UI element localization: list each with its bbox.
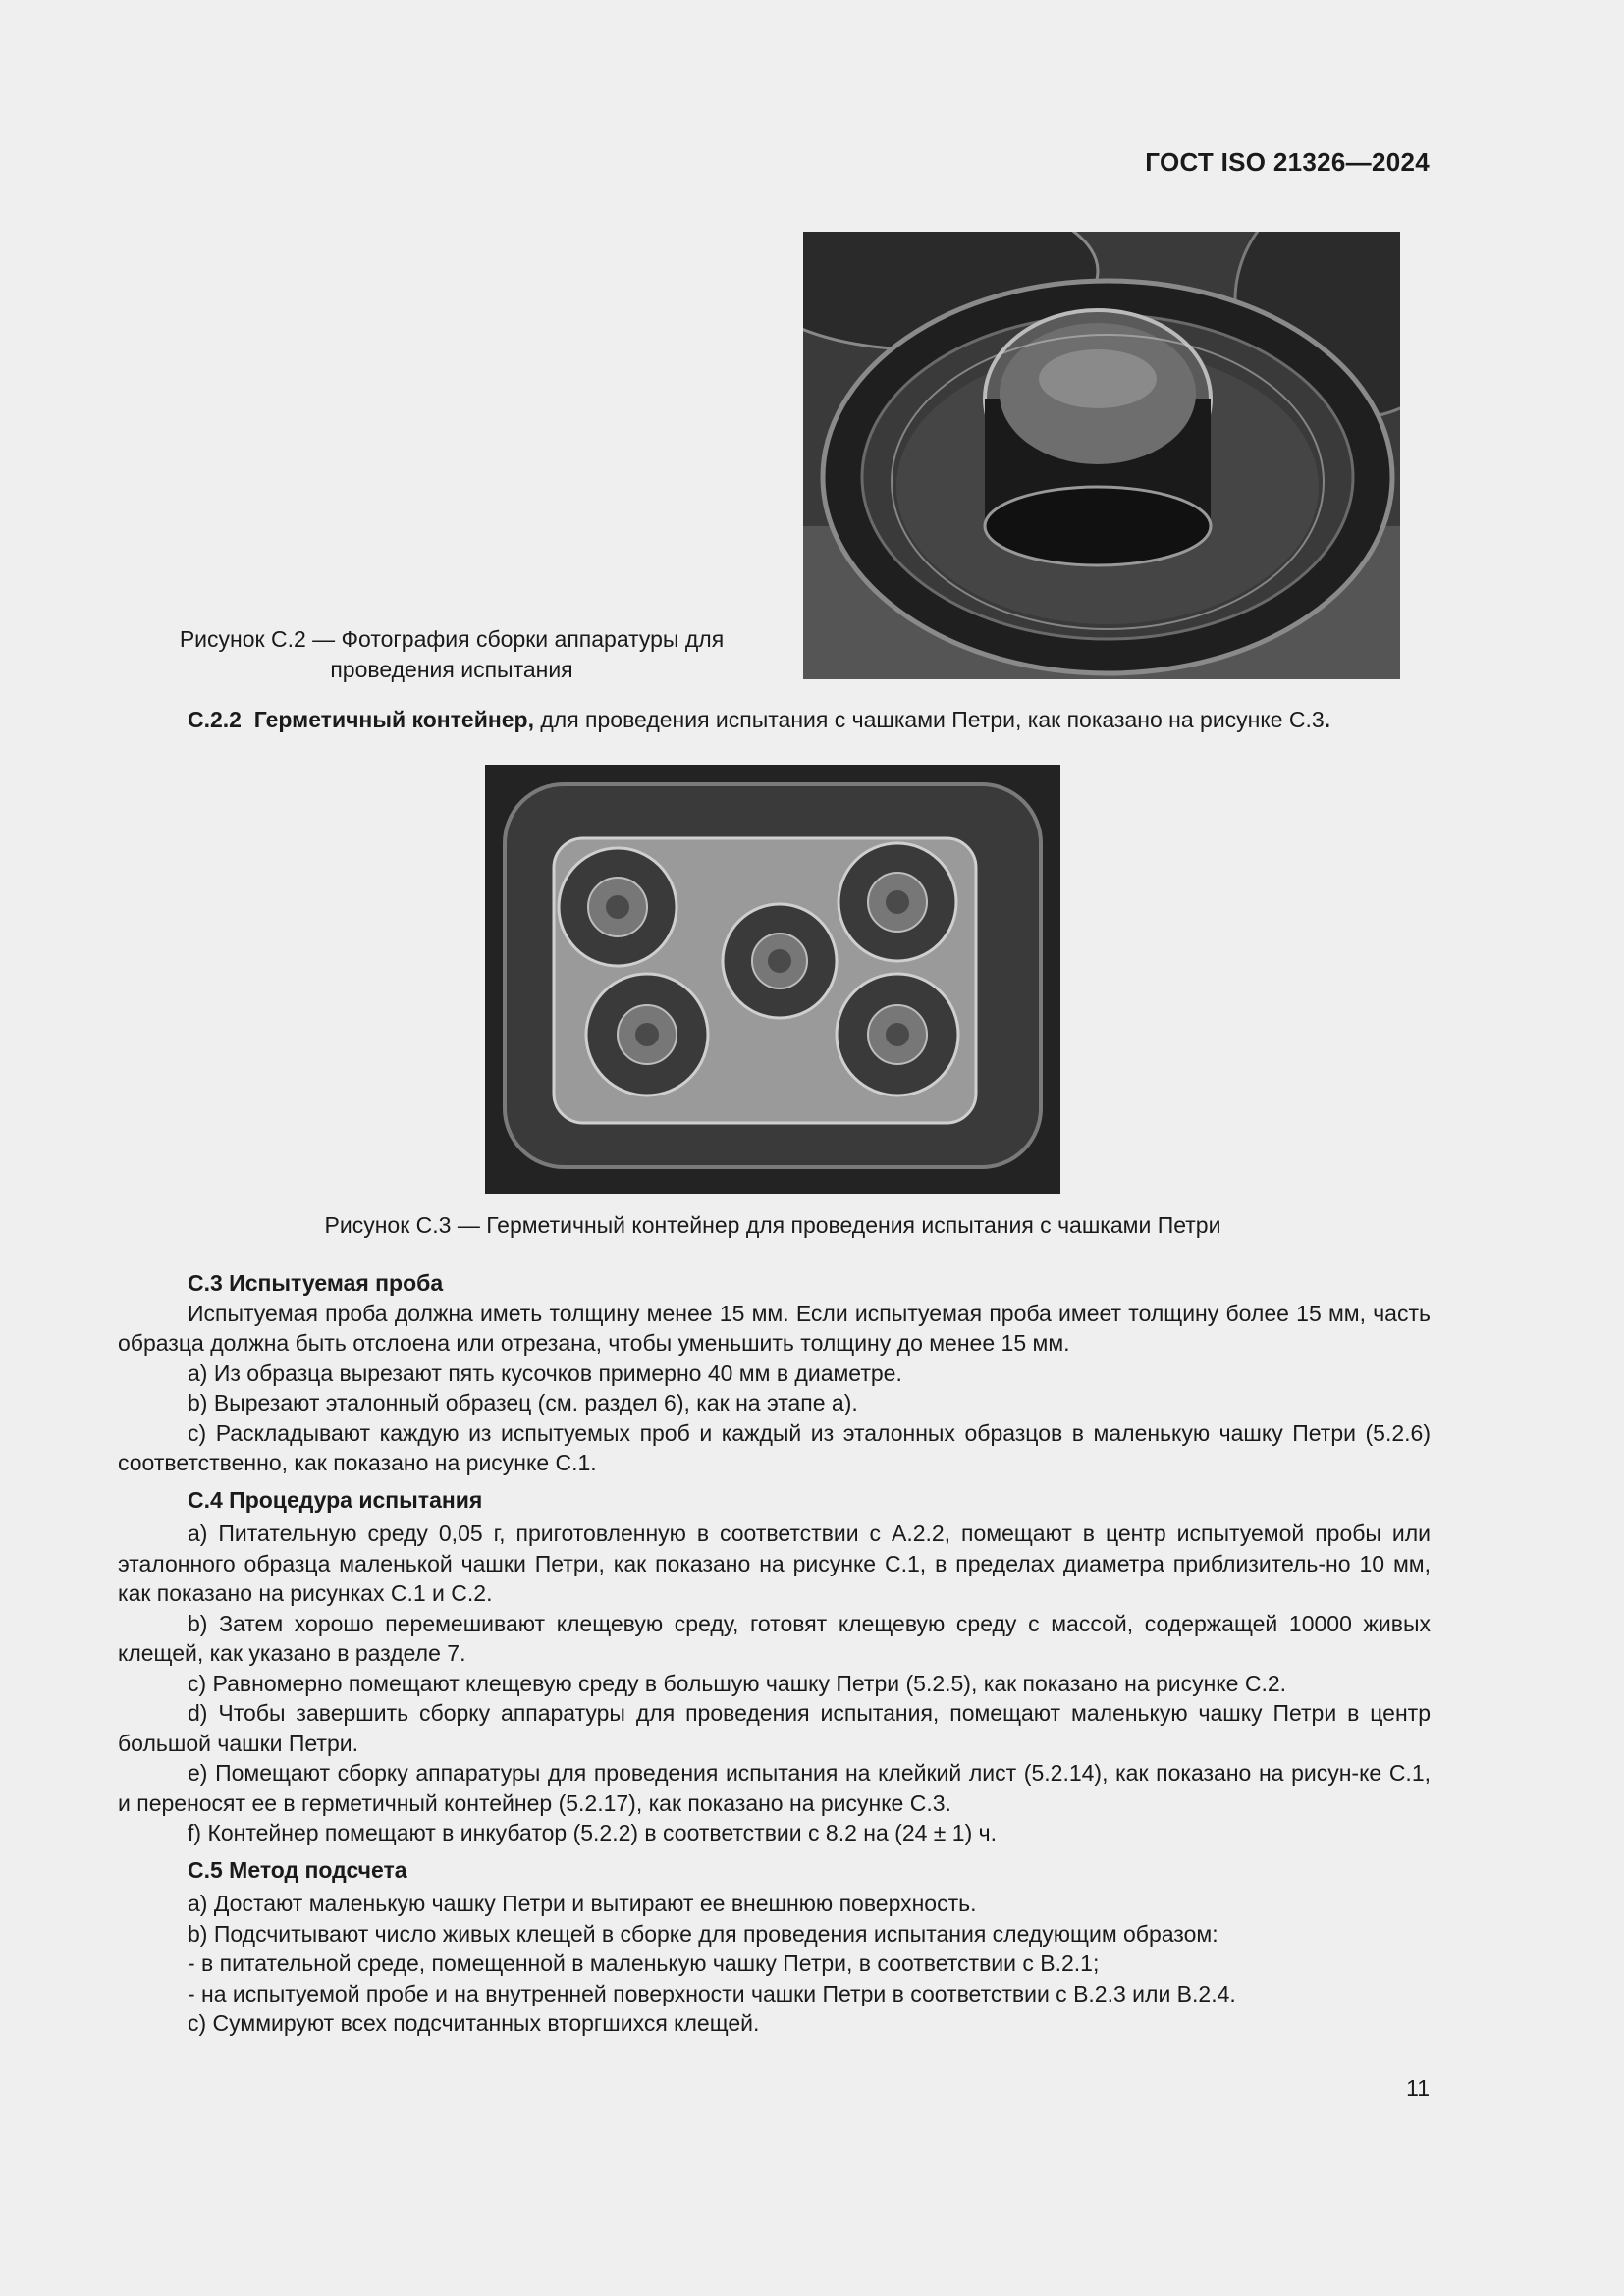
c3-item-c: с) Раскладывают каждую из испытуемых проб и каждый из эталонных образцов в маленькую чашку Петри (5.2.6) соответственно, как показано на рисунке С.1.	[118, 1419, 1431, 1475]
c3-heading: С.3 Испытуемая проба	[188, 1270, 444, 1296]
figure-c2-caption	[137, 624, 766, 685]
figure-c2-caption-line2: проведения испытания	[330, 657, 573, 682]
c3-paragraph: Испытуемая проба должна иметь толщину менее 15 мм. Если испытуемая проба имеет толщину более 15 мм, часть образца должна быть отслоена или отрезана, чтобы уменьшить толщину до менее 15 мм.	[118, 1300, 1431, 1356]
c5-item-b: b) Подсчитывают число живых клещей в сборке для проведения испытания следующим образом:	[188, 1920, 1218, 1947]
c3-item-a: a) Из образца вырезают пять кусочков примерно 40 мм в диаметре.	[188, 1360, 902, 1386]
c5-item-a: а) Достают маленькую чашку Петри и вытирают ее внешнюю поверхность.	[188, 1891, 977, 1916]
c5-heading: С.5 Метод подсчета	[188, 1856, 407, 1883]
petri-assembly-image	[803, 232, 1400, 679]
sealed-container-image	[485, 765, 1060, 1194]
figure-c3-caption: Рисунок С.3 — Герметичный контейнер для проведения испытания с чашками Петри	[324, 1212, 1221, 1238]
c22-paragraph	[118, 705, 1431, 735]
body-text	[118, 1268, 1431, 2039]
c4-item-f: f) Контейнер помещают в инкубатор (5.2.2) в соответствии с 8.2 на (24 ± 1) ч.	[188, 1820, 998, 1845]
c4-item-a: а) Питательную среду 0,05 г, приготовленную в соответствии с А.2.2, помещают в центр испытуемой пробы или эталонного образца маленькой чашки Петри, как показано на рисунке С.1, в пределах диаметра приблизитель-но 10 мм, как показано на рисунках С.1 и С.2.	[118, 1521, 1431, 1606]
c22-title: Герметичный контейнер,	[253, 707, 534, 732]
standard-code: ГОСТ ISO 21326—2024	[1145, 147, 1430, 177]
c22-end: .	[1324, 707, 1331, 732]
c22-text: для проведения испытания с чашками Петри, как показано на рисунке С.3	[533, 707, 1325, 732]
c4-item-d: d) Чтобы завершить сборку аппаратуры для проведения испытания, помещают маленькую чашку Петри в центр большой чашки Петри.	[118, 1700, 1431, 1756]
c3-item-b: b) Вырезают эталонный образец (см. раздел 6), как на этапе а).	[188, 1390, 858, 1415]
page-number: 11	[1406, 2075, 1430, 2101]
c4-item-b: b) Затем хорошо перемешивают клещевую среду, готовят клещевую среду с массой, содержащей 10000 живых клещей, как указано в разделе 7.	[118, 1610, 1431, 1666]
section-c22	[118, 705, 1431, 735]
c5-item-c: с) Суммируют всех подсчитанных вторгшихся клещей.	[188, 2010, 760, 2036]
figure-c2-photo	[803, 232, 1400, 679]
c4-heading: С.4 Процедура испытания	[188, 1486, 483, 1513]
c5-item-b1: - в питательной среде, помещенной в маленькую чашку Петри, в соответствии с В.2.1;	[188, 1950, 1100, 1976]
c4-item-c: с) Равномерно помещают клещевую среду в большую чашку Петри (5.2.5), как показано на рисунке С.2.	[188, 1670, 1287, 1696]
c22-number: С.2.2	[188, 707, 242, 732]
c4-item-e: е) Помещают сборку аппаратуры для проведения испытания на клейкий лист (5.2.14), как показано на рисун-ке С.1, и переносят ее в герметичный контейнер (5.2.17), как показано на рисунке С.3.	[118, 1760, 1431, 1816]
c5-item-b2: - на испытуемой пробе и на внутренней поверхности чашки Петри в соответствии с В.2.3 или В.2.4.	[188, 1980, 1236, 2006]
figure-c3-photo	[485, 765, 1060, 1194]
figure-c2-caption-line1: Рисунок С.2 — Фотография сборки аппаратуры для	[179, 626, 725, 652]
